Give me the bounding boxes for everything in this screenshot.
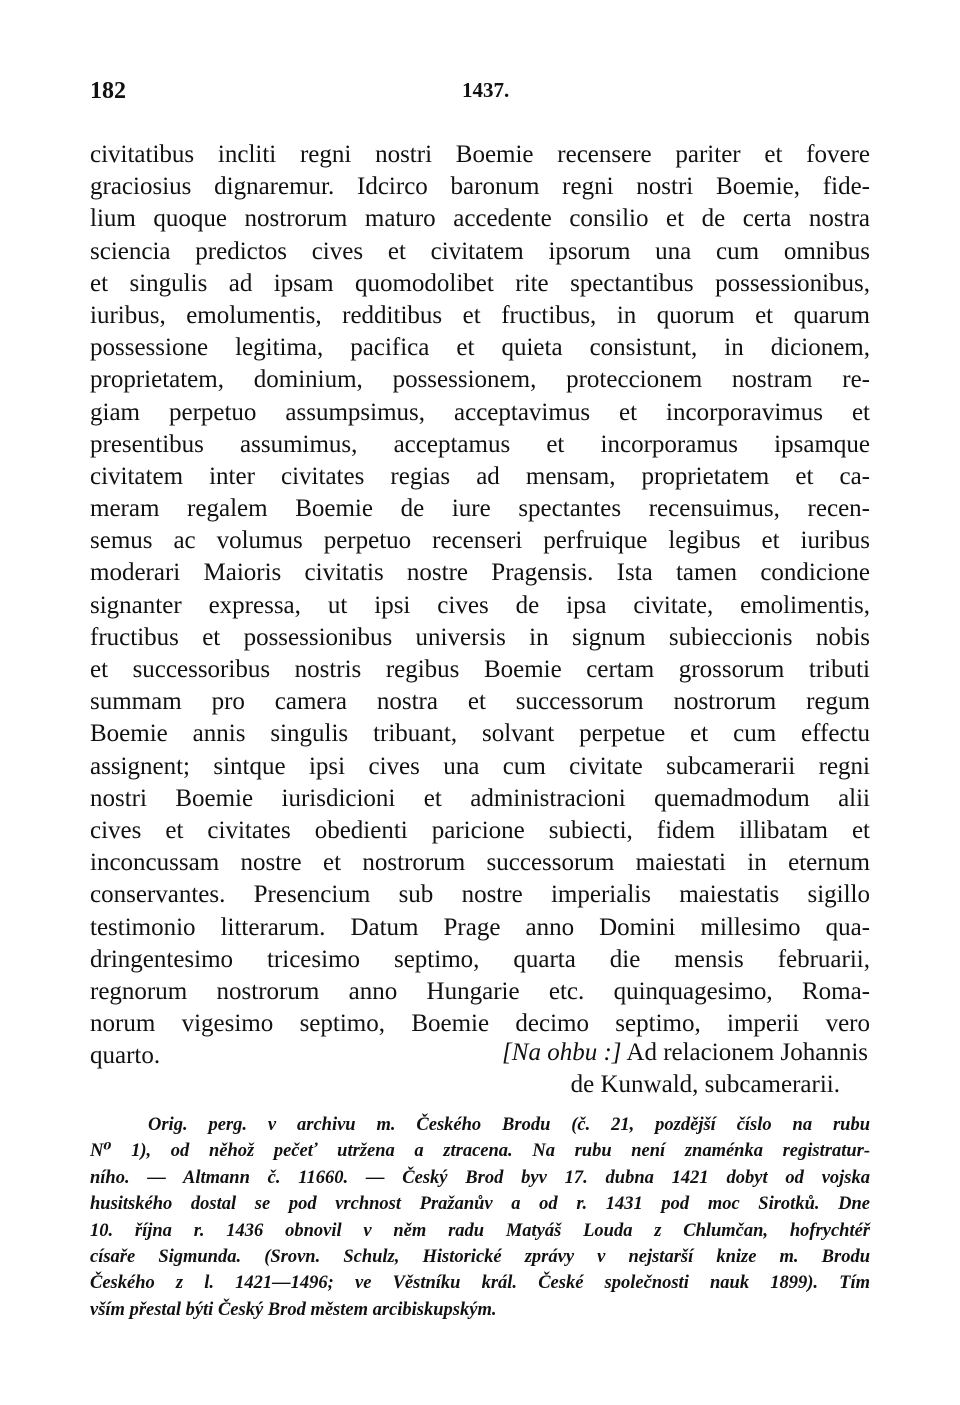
signature-line: [90, 1037, 870, 1069]
editorial-note: [90, 1112, 870, 1323]
text-line: semus ac volumus perpetuo recenseri perfruique legibus et iuribus: [90, 527, 870, 555]
charter-text: [90, 139, 870, 1072]
text-line: meram regalem Boemie de iure spectantes recensuimus, recen-: [90, 495, 870, 523]
text-line: sciencia predictos cives et civitatem ipsorum una cum omnibus: [90, 237, 870, 265]
text-line: lium quoque nostrorum maturo accedente consilio et de certa nostra: [90, 205, 870, 233]
page-header: [90, 78, 870, 118]
relacio-text: Ad relacionem Johannis: [626, 1039, 868, 1066]
note-line: N⁰ 1), od něhož pečeť utržena a ztracena. Na rubu není znaménka registratur-: [90, 1141, 870, 1162]
text-line: iuribus, emolumentis, redditibus et fructibus, in quorum et quarum: [90, 301, 870, 329]
page-number: 182: [90, 78, 126, 104]
text-line: testimonio litterarum. Datum Prage anno Domini millesimo qua-: [90, 913, 870, 941]
text-line: nostri Boemie iurisdicioni et administracioni quemadmodum alii: [90, 784, 870, 812]
dorse-note: [Na ohbu :]: [502, 1039, 622, 1066]
text-line: regnorum nostrorum anno Hungarie etc. quinquagesimo, Roma-: [90, 977, 870, 1005]
text-line: graciosius dignaremur. Idcirco baronum regni nostri Boemie, fide-: [90, 173, 870, 201]
running-year: 1437.: [462, 78, 510, 102]
note-line: vším přestal býti Český Brod městem arcibiskupským.: [90, 1299, 497, 1320]
text-line: cives et civitates obedienti paricione subiecti, fidem illibatam et: [90, 816, 870, 844]
text-line: giam perpetuo assumpsimus, acceptavimus et incorporavimus et: [90, 398, 870, 426]
text-line: conservantes. Presencium sub nostre imperialis maiestatis sigillo: [90, 881, 870, 909]
text-line: Boemie annis singulis tribuant, solvant perpetue et cum effectu: [90, 720, 870, 748]
signature-block: [90, 1037, 870, 1101]
note-line: husitského dostal se pod vrchnost Pražanův a od r. 1431 pod moc Sirotků. Dne: [90, 1194, 870, 1215]
note-line: 10. října r. 1436 obnovil v něm radu Matyáš Louda z Chlumčan, hofrychtéř: [90, 1220, 870, 1241]
text-line: moderari Maioris civitatis nostre Pragensis. Ista tamen condicione: [90, 559, 870, 587]
text-line: fructibus et possessionibus universis in signum subieccionis nobis: [90, 623, 870, 651]
text-line: quarto.: [90, 1042, 161, 1070]
text-line: proprietatem, dominium, possessionem, proteccionem nostram re-: [90, 366, 870, 394]
text-line: signanter expressa, ut ipsi cives de ipsa civitate, emolimentis,: [90, 591, 870, 619]
text-line: et successoribus nostris regibus Boemie certam grossorum tributi: [90, 656, 870, 683]
text-line: summam pro camera nostra et successorum nostrorum regum: [90, 688, 870, 716]
text-line: norum vigesimo septimo, Boemie decimo septimo, imperii vero: [90, 1010, 870, 1038]
text-line: civitatem inter civitates regias ad mensam, proprietatem et ca-: [90, 462, 870, 490]
note-line: Českého z l. 1421—1496; ve Věstníku král. České společnosti nauk 1899). Tím: [90, 1273, 870, 1294]
text-line: assignent; sintque ipsi cives una cum civitate subcamerarii regni: [90, 752, 870, 780]
text-line: dringentesimo tricesimo septimo, quarta die mensis februarii,: [90, 945, 870, 973]
text-line: presentibus assumimus, acceptamus et incorporamus ipsamque: [90, 430, 870, 458]
signature-line: de Kunwald, subcamerarii.: [570, 1071, 840, 1098]
note-line: Orig. perg. v archivu m. Českého Brodu (č. 21, pozdější číslo na rubu: [148, 1115, 870, 1135]
text-line: et singulis ad ipsam quomodolibet rite spectantibus possessionibus,: [90, 269, 870, 297]
note-line: císaře Sigmunda. (Srovn. Schulz, Historické zprávy v nejstarší knize m. Brodu: [90, 1246, 870, 1267]
note-line: ního. — Altmann č. 11660. — Český Brod byv 17. dubna 1421 dobyt od vojska: [90, 1167, 870, 1188]
text-line: possessione legitima, pacifica et quieta consistunt, in dicionem,: [90, 334, 870, 362]
text-line: civitatibus incliti regni nostri Boemie recensere pariter et fovere: [90, 141, 870, 168]
text-line: inconcussam nostre et nostrorum successorum maiestati in eternum: [90, 849, 870, 877]
